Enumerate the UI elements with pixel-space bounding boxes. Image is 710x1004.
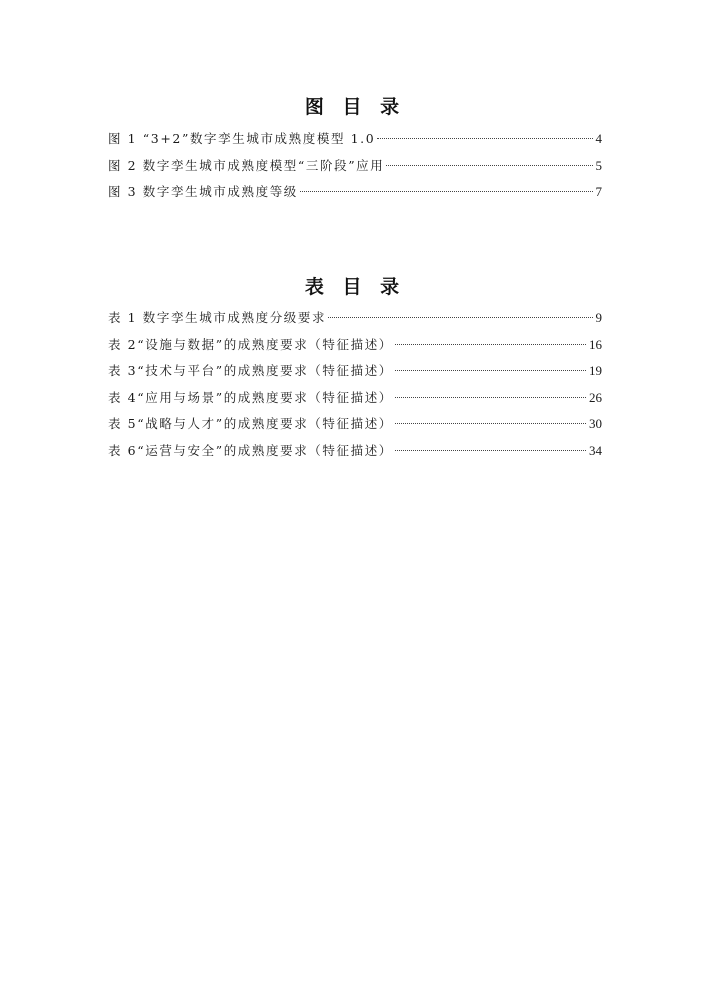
toc-entry-page: 7	[595, 184, 602, 199]
dot-leader	[395, 423, 586, 424]
toc-entry-page: 30	[589, 416, 602, 431]
toc-entry-label: 表 6“运营与安全”的成熟度要求（特征描述）	[108, 442, 393, 458]
toc-entry-label: 图 1 “3+2”数字孪生城市成熟度模型 1.0	[108, 131, 376, 146]
toc-entry-label: 表 5“战略与人才”的成熟度要求（特征描述）	[108, 416, 393, 431]
toc-entry-figure-2[interactable]	[108, 153, 602, 180]
toc-entry-label: 表 1 数字孪生城市成熟度分级要求	[108, 310, 327, 325]
dot-leader	[395, 450, 586, 451]
toc-entry-table-5[interactable]	[108, 411, 602, 438]
dot-leader	[395, 344, 586, 345]
toc-entry-page: 26	[589, 389, 602, 405]
toc-entry-table-2[interactable]	[108, 332, 602, 359]
toc-entry-table-1[interactable]	[108, 305, 602, 332]
toc-entry-page: 5	[595, 157, 602, 173]
toc-entry-page: 4	[595, 131, 602, 146]
toc-entry-table-3[interactable]	[108, 358, 602, 385]
toc-entry-label: 表 4“应用与场景”的成熟度要求（特征描述）	[108, 389, 393, 405]
table-toc-title: 表 目 录	[304, 276, 406, 298]
toc-entry-label: 表 2“设施与数据”的成熟度要求（特征描述）	[108, 336, 393, 352]
dot-leader	[395, 397, 586, 398]
figure-toc-list	[108, 126, 602, 206]
toc-entry-label: 图 2 数字孪生城市成熟度模型“三阶段”应用	[108, 157, 385, 173]
figure-toc-title: 图 目 录	[304, 96, 406, 118]
toc-entry-label: 表 3“技术与平台”的成熟度要求（特征描述）	[108, 363, 393, 378]
toc-entry-table-6[interactable]	[108, 438, 602, 465]
dot-leader	[377, 138, 592, 139]
dot-leader	[386, 165, 592, 166]
toc-entry-figure-3[interactable]	[108, 179, 602, 206]
table-toc-list	[108, 305, 602, 464]
dot-leader	[395, 370, 586, 371]
toc-entry-label: 图 3 数字孪生城市成熟度等级	[108, 184, 298, 199]
toc-entry-table-4[interactable]	[108, 385, 602, 412]
dot-leader	[300, 191, 593, 192]
toc-entry-page: 34	[589, 442, 602, 458]
toc-entry-page: 9	[595, 310, 602, 325]
dot-leader	[328, 317, 592, 318]
toc-entry-page: 19	[589, 363, 602, 378]
toc-entry-figure-1[interactable]	[108, 126, 602, 153]
toc-entry-page: 16	[589, 336, 602, 352]
